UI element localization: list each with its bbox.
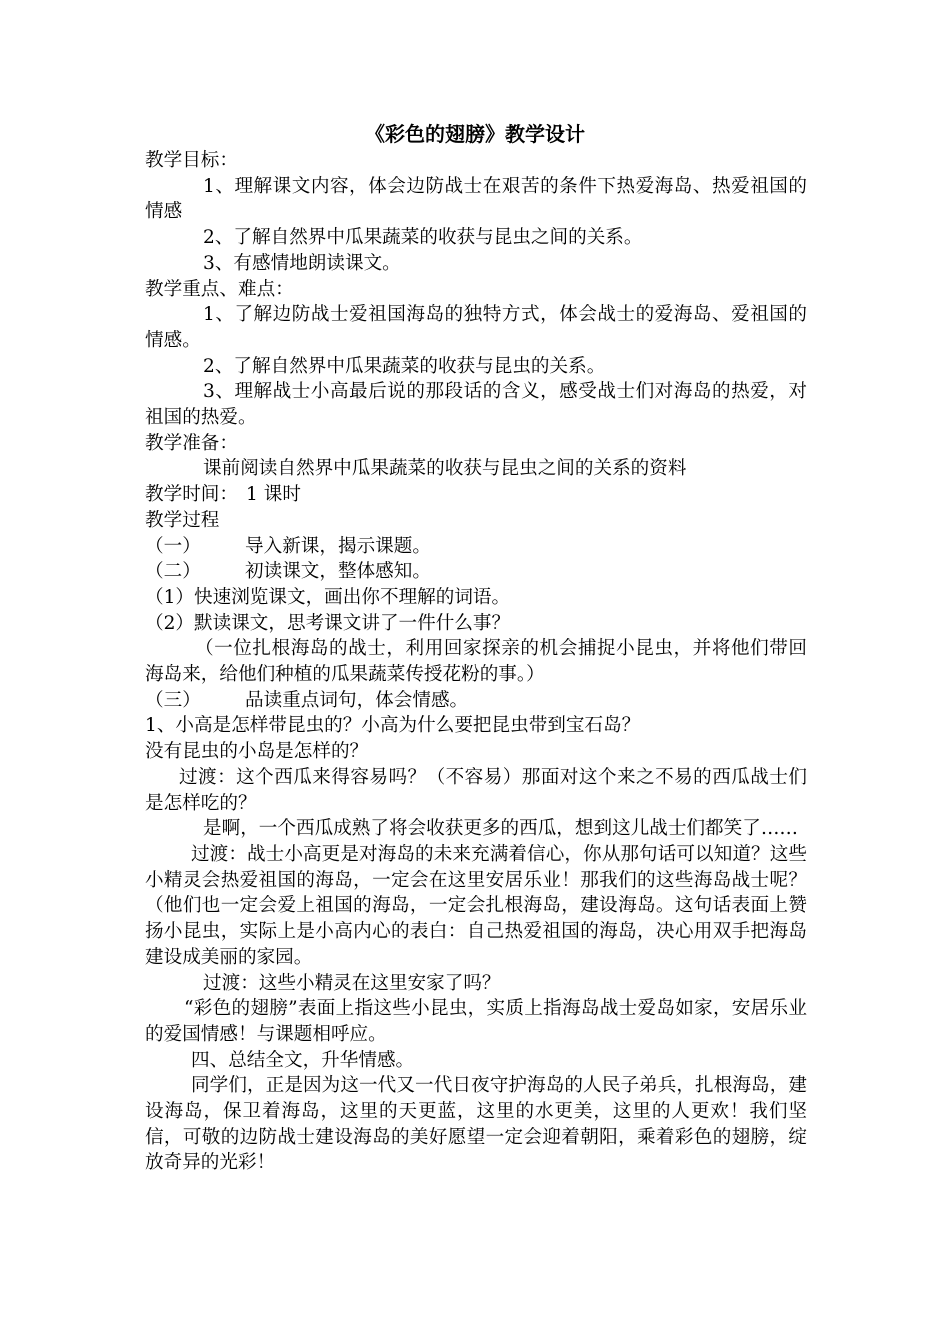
step3-line	[145, 688, 807, 714]
document-title: 《彩色的翅膀》教学设计	[365, 122, 585, 146]
time-label: 教学时间：	[145, 484, 238, 506]
step3-transition-2: 过渡：战士小高更是对海岛的未来充满着信心，你从那句话可以知道？这些小精灵会热爱祖国的海岛，一定会在这里安居乐业！那我们的这些海岛战士呢？（他们也一定会爱上祖国的海岛，一定会扎根海岛，建设海岛。这句话表面上赞扬小昆虫，实际上是小高内心的表白：自己热爱祖国的海岛，决心用双手把海岛建设成美丽的家园。	[145, 843, 807, 968]
step3-question-1: 1、小高是怎样带昆虫的？小高为什么要把昆虫带到宝石岛？	[145, 715, 641, 737]
step2-number: （二）	[145, 561, 201, 583]
focus-item-1: 1、了解边防战士爱祖国海岛的独特方式，体会战士的爱海岛、爱祖国的情感。	[145, 304, 807, 351]
step1-text: 导入新课，揭示课题。	[245, 535, 431, 557]
focus-item-2: 2、了解自然界中瓜果蔬菜的收获与昆虫的关系。	[203, 355, 606, 377]
goal-item-2: 2、了解自然界中瓜果蔬菜的收获与昆虫之间的关系。	[203, 227, 643, 249]
step2-text: 初读课文，整体感知。	[245, 561, 431, 583]
focus-heading: 教学重点、难点：	[145, 278, 294, 300]
time-value: 1 课时	[245, 484, 301, 506]
step2-sub-2: （2）默读课文，思考课文讲了一件什么事？	[145, 612, 511, 634]
step1-line	[145, 534, 807, 560]
goals-heading: 教学目标：	[145, 150, 238, 171]
focus-item-3: 3、理解战士小高最后说的那段话的含义，感受战士们对海岛的热爱，对祖国的热爱。	[145, 381, 807, 429]
step4-text: 同学们，正是因为这一代又一代日夜守护海岛的人民子弟兵，扎根海岛，建设海岛，保卫着海岛，这里的天更蓝，这里的水更美，这里的人更欢！我们坚信，可敬的边防战士建设海岛的美好愿望一定会迎着朝阳，乘着彩色的翅膀，绽放奇异的光彩！	[145, 1075, 807, 1174]
step2-sub-1: （1）快速浏览课文，画出你不理解的词语。	[145, 586, 511, 608]
step3-paragraph-1: 是啊，一个西瓜成熟了将会收获更多的西瓜，想到这儿战士们都笑了……	[203, 818, 799, 840]
step2-answer: （一位扎根海岛的战士，利用回家探亲的机会捕捉小昆虫，并将他们带回海岛来，给他们种植的瓜果蔬菜传授花粉的事。）	[145, 638, 807, 686]
time-line	[145, 482, 807, 508]
prep-heading: 教学准备：	[145, 432, 238, 454]
step3-paragraph-2: “彩色的翅膀”表面上指这些小昆虫，实质上指海岛战士爱岛如家，安居乐业的爱国情感！与课题相呼应。	[145, 998, 807, 1045]
prep-text: 课前阅读自然界中瓜果蔬菜的收获与昆虫之间的关系的资料	[203, 458, 687, 480]
process-heading: 教学过程	[145, 509, 220, 531]
step3-transition-3: 过渡：这些小精灵在这里安家了吗？	[203, 972, 501, 994]
goal-item-3: 3、有感情地朗读课文。	[203, 252, 401, 274]
step1-number: （一）	[145, 535, 201, 557]
step3-transition-1: 过渡：这个西瓜来得容易吗？（不容易）那面对这个来之不易的西瓜战士们是怎样吃的？	[145, 766, 807, 814]
goal-item-1: 1、理解课文内容，体会边防战士在艰苦的条件下热爱海岛、热爱祖国的情感	[145, 175, 807, 223]
document-body	[145, 148, 807, 1176]
step2-line	[145, 559, 807, 585]
step3-text: 品读重点词句，体会情感。	[245, 689, 469, 711]
step4-heading: 四、总结全文，升华情感。	[191, 1049, 415, 1071]
step3-number: （三）	[145, 689, 201, 711]
step3-question-2: 没有昆虫的小岛是怎样的？	[145, 741, 369, 763]
